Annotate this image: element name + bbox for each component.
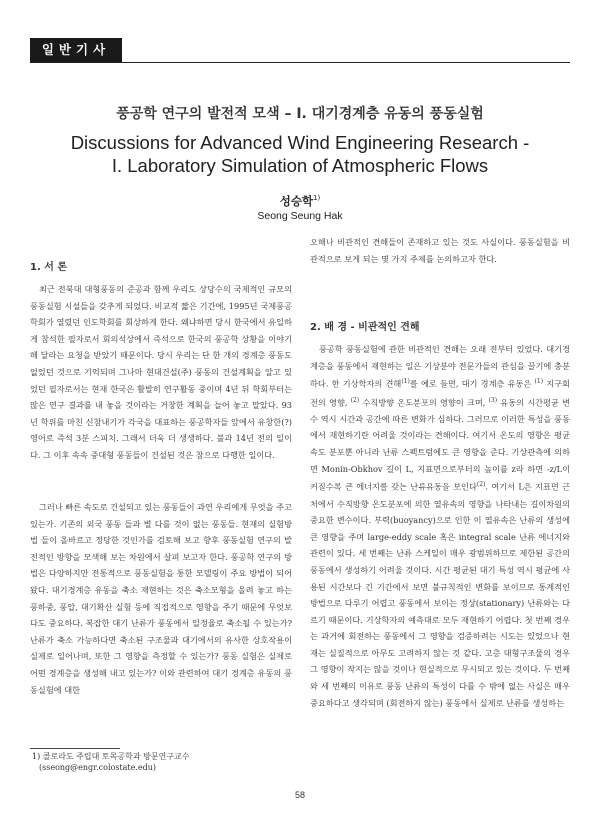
- section-1-paragraph-1: 최근 전북대 대형풍동의 준공과 함께 우리도 상당수의 국제적인 규모의 풍동실험 시설들을 갖추게 되었다. 비교적 짧은 기간에, 1995년 국제풍공학회가 열렸던 인도학회를 회상하게 한다. 왜냐하면 당시 한국에서 유일하게 참석한 필자로서 회의석상에서 즉석으로 한국의 풍공학 상황을 이야기해 달라는 요청을 받았기 때문이다. 당시 우리는 단 한 개의 경계층 풍동도 없었던 것으로 기억되며 그나마 현대건설(주) 풍동의 건설계획을 알고 있었던 필자로서는 현재 한국은 활발히 연구활동 중이며 4년 뒤 학회부터는 많은 연구 결과를 내 놓을 것이라는 거창한 계획을 늘어 놓고 말았다. 93년 학위를 마친 신참내기가 각국을 대표하는 풍공학자들 앞에서 유창한(?) 영어로 즉석 3분 스피치. 그래서 더욱 더 생생하다. 불과 14년 전의 일이다. 그 이후 속속 중대형 풍동들이 건설된 것은 참으로 다행한 일이다.: [30, 284, 292, 460]
- section-1-paragraph-2: 그러나 빠른 속도로 건설되고 있는 풍동들이 과연 우리에게 무엇을 주고 있는가. 기존의 외국 풍동 들과 별 다를 것이 없는 풍동들. 현재의 실험방법 들이 올바르고 정당한 것인가를 검토해 보고 향후 풍동실험 연구의 발전적인 방향을 모색해 보는 차원에서 살펴 보고자 한다. 풍공학 연구의 방법은 다양하지만 전통적으로 풍동실험을 통한 모델링이 주요 방법이 되어 왔다. 대기경계층 유동을 축소 재현하는 것은 축소모형을 올려 놓고 하는 풍하중, 풍압, 대기확산 실험 등에 직접적으로 영향을 주기 때문에 무엇보다도 중요하다. 복잡한 대기 난류가 풍동에서 일정율로 축소될 수 있는가? 난류가 축소 가능하다면 축소된 구조물과 대기에서의 유사한 상호작용이 실제로 일어나며, 또한 그 영향을 측정할 수 있는가? 풍동 실험은 실제로 어떤 경계층을 생성해 내고 있는가? 이와 관련하여 대기 경계층 유동의 풍동실험에 대한: [30, 502, 292, 695]
- header-rule: [30, 62, 570, 63]
- section-tag: 일반기사: [30, 38, 122, 62]
- footnote-affiliation: 1) 콜로라도 주립대 토목공학과 방문연구교수: [32, 752, 190, 761]
- author-footnote-mark: 1): [313, 194, 321, 203]
- footnote-rule: [30, 748, 120, 749]
- author-korean: [0, 193, 600, 209]
- section-1-heading: 1. 서 론: [30, 262, 68, 273]
- footnote-email: (sseong@engr.colostate.edu): [39, 763, 157, 772]
- title-english-line-1: Discussions for Advanced Wind Engineering Research -: [70, 132, 530, 153]
- author-korean-name: 성승학: [279, 194, 314, 208]
- section-2-heading: 2. 배 경 - 비관적인 견해: [310, 322, 420, 333]
- section-2-paragraph: 풍공학 풍동실험에 관한 비관적인 견해는 오래 전부터 있었다. 대기경계층을 풍동에서 재현하는 일은 기상분야 전문가들의 관심을 끌기에 충분하다. 한 기상학자의 견해$^{(1)}$를 예로 들면, 대기 경계층 유동은 $^{(1)}$ 지구회전의 영향, $^{(2)}$ 수직방향 온도분포의 영향이 크며, $^{(3)}$ 유동의 시간평균 변수 역시 시간과 공간에 따른 변화가 심하다. 그러므로 이러한 특성을 풍동에서 재현하기란 어려울 것이라는 견해이다. 여기서 온도의 영향은 평균속도 분포뿐 아니라 난류 스펙트럼에도 큰 영향을 준다. 기상관측에 의하면 Monin-Obkhov 길이 L, 지표면으로부터의 높이를 z라 하면 -z/L이 커질수록 큰 에너지를 갖는 난류유동을 보인다$^{(2)}$. 여기서 L은 지표면 근처에서 수직방향 온도분포에 의한 열유속의 영향을 나타내는 길이차원의 중요한 변수이다. 부력(buoyancy)으로 인한 이 열유속은 난류의 생성에 큰 영향을 주며 large-eddy scale 혹은 integral scale 난류 에너지와 관련이 있다. 세 번째는 난류 스케일이 매우 광범위하므로 제한된 공간의 풍동에서 생성하기 어려울 것이다. 시간 평균된 대기 특성 역시 평균에 사용된 시간보다 긴 기간에서 보면 불규칙적인 변화를 보이므로 통계적인 방법으로 다루기 어렵고 풍동에서 보이는 정상(stationary) 난류와는 다르기 때문이다. 기상학자의 예측대로 모두 재현하기 어렵다. 첫 번째 경우는 과거에 회전하는 풍동에서 그 영향을 검증하려는 시도는 있었으나 현재는 실질적으로 아무도 고려하지 않는 것 같다. 고층 대형구조물의 경우 그 영향이 작지는 않을 것이나 현실적으로 무시되고 있는 것이다. 두 번째와 세 번째의 이유로 풍동 난류의 특성이 다를 수 밖에 없는 사실은 매우 중요하다고 생각되며 (회전하지 않는) 풍동에서 실제로 난류를 생성하는: [310, 344, 570, 708]
- title-korean: 풍공학 연구의 발전적 모색 – I. 대기경계층 유동의 풍동실험: [116, 106, 484, 122]
- page-number: 58: [294, 790, 305, 800]
- title-english-line-2: I. Laboratory Simulation of Atmospheric Flows: [111, 155, 489, 176]
- section-1-continuation: 오해나 비관적인 견해들이 존재하고 있는 것도 사실이다. 풍동실험을 비관적으로 보게 되는 몇 가지 주제를 논의하고자 한다.: [310, 237, 570, 264]
- title-english: [60, 131, 540, 177]
- author-english: Seong Seung Hak: [257, 210, 343, 222]
- footnote: [32, 751, 190, 773]
